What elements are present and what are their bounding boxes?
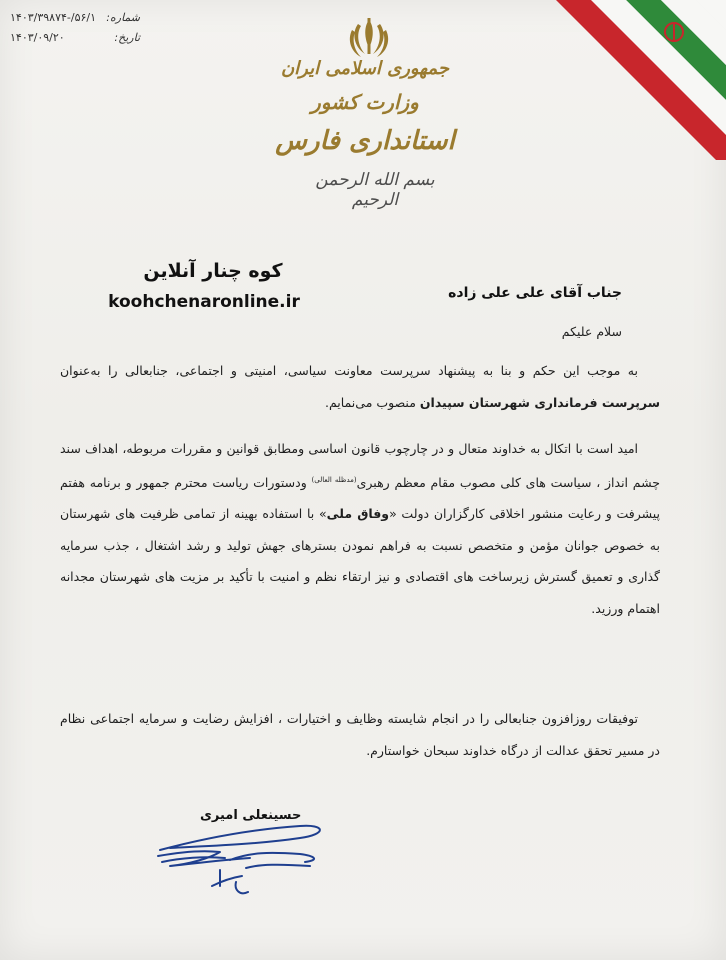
basmala: بسم الله الرحمن الرحیم: [315, 170, 435, 210]
reference-number-value: ۵۶/۱/-۱۴۰۳/۳۹۸۷۴: [10, 11, 97, 24]
iran-emblem-icon: [344, 16, 394, 60]
iran-flag-corner: [556, 0, 726, 160]
p1-text-start: به موجب این حکم و بنا به پیشنهاد سرپرست معاونت سیاسی، امنیتی و اجتماعی، جنابعالی را به‌عنوان: [60, 363, 638, 378]
watermark-site: koohchenaronline.ir: [108, 292, 300, 312]
reference-date-label: تاریخ:: [114, 31, 140, 44]
paragraph-expectations: [60, 433, 660, 624]
reference-date-line: [10, 28, 140, 48]
letterhead-ministry: وزارت کشور: [311, 90, 419, 114]
greeting: سلام علیکم: [561, 324, 622, 339]
watermark-title: کوه چنار آنلاین: [143, 260, 283, 282]
addressee: جناب آقای علی علی زاده: [448, 285, 622, 301]
p2-slogan: وفاق ملی: [326, 506, 390, 522]
signer-name: حسینعلی امیری: [200, 808, 302, 823]
handwritten-signature: [150, 812, 340, 902]
reference-block: [10, 8, 140, 48]
p1-appointed-position: سرپرست فرمانداری شهرستان سپیدان: [419, 394, 660, 410]
reference-date-value: ۱۴۰۳/۰۹/۲۰: [10, 31, 65, 44]
p3-text: توفیقات روزافزون جنابعالی را در انجام شایسته وظایف و اختیارات ، افزایش رضایت و سرمایه اجتماعی نظام در مسیر تحقق عدالت از درگاه خداوند سبحان خواستارم.: [60, 711, 660, 758]
reference-number-label: شماره:: [106, 11, 140, 24]
letterhead-governorate: استانداری فارس: [275, 126, 455, 156]
p2-text-end: » با استفاده بهینه از تمامی ظرفیت های شهرستان به خصوص جوانان مؤمن و متخصص نسبت به فراهم نمودن بسترهای جهش تولید و رشد اشتغال ، جذب سرمایه گذاری و تعمیق گسترش زیرساخت های اقتصادی و نیز ارتقاء نظم و امنیت با تأکید بر مزیت های شهرستان مجدانه اهتمام ورزید.: [60, 506, 660, 616]
p1-text-end: منصوب می‌نمایم.: [324, 394, 420, 410]
reference-number-line: [10, 8, 140, 28]
p2-text-middle: ودستورات ریاست محترم جمهور و برنامه هفتم پیشرفت و رعایت منشور اخلاقی کارگزاران دولت «: [60, 474, 660, 522]
p2-honorific: (مدظله العالی): [311, 475, 357, 484]
paragraph-closing: [60, 703, 660, 766]
p2-text-start: امید است با اتکال به خداوند متعال و در چارچوب قانون اساسی ومطابق قوانین و مقررات مربوطه، اهداف سند چشم انداز ، سیاست های کلی مصوب مقام معظم رهبری: [60, 441, 660, 490]
letterhead-country: جمهوری اسلامی ایران: [280, 58, 450, 79]
paragraph-appointment: [60, 355, 660, 418]
